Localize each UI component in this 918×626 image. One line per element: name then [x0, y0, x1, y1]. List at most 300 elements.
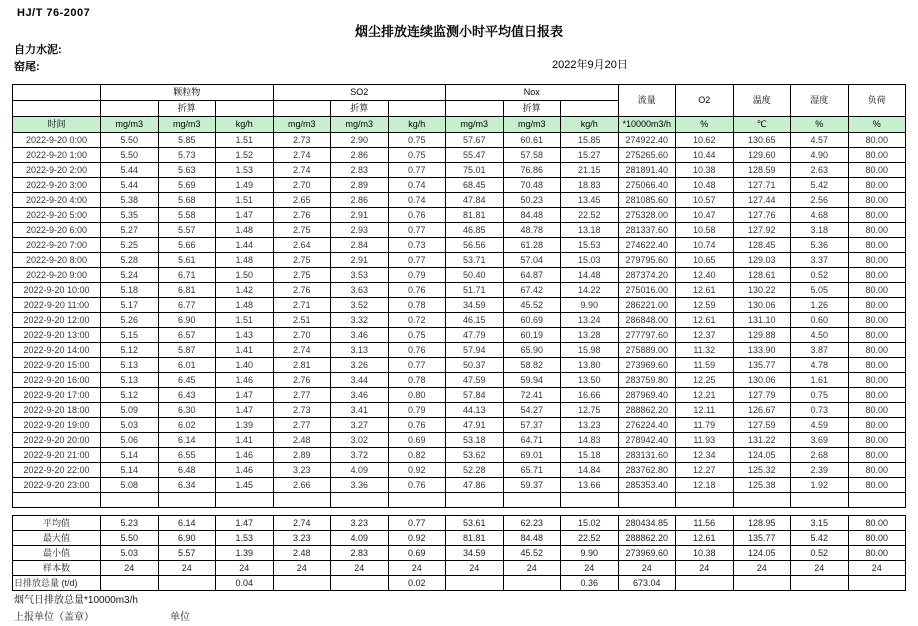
value-cell [733, 493, 791, 508]
table-row [13, 478, 906, 493]
value-cell: 276224.40 [618, 418, 676, 433]
value-cell: 3.23 [331, 516, 389, 531]
table-row [13, 253, 906, 268]
value-cell: 287374.20 [618, 268, 676, 283]
value-cell [331, 576, 389, 591]
value-cell: 48.78 [503, 223, 561, 238]
value-cell: 6.02 [158, 418, 216, 433]
value-cell: 2.83 [331, 163, 389, 178]
value-cell: 2.39 [791, 463, 849, 478]
value-cell: 45.52 [503, 546, 561, 561]
value-cell: 5.63 [158, 163, 216, 178]
value-cell: 5.87 [158, 343, 216, 358]
value-cell: 3.69 [791, 433, 849, 448]
time-cell: 2022-9-20 4:00 [13, 193, 101, 208]
value-cell: 24 [503, 561, 561, 576]
value-cell: 45.52 [503, 298, 561, 313]
table-row [13, 418, 906, 433]
value-cell: 5.69 [158, 178, 216, 193]
value-cell: 80.00 [848, 516, 906, 531]
time-cell: 2022-9-20 19:00 [13, 418, 101, 433]
header-row-groups [13, 85, 906, 101]
value-cell: 58.82 [503, 358, 561, 373]
converted-header-so2: 折算 [331, 101, 389, 117]
value-cell: 11.32 [676, 343, 734, 358]
standard-code: HJ/T 76-2007 [17, 7, 91, 19]
time-cell: 2022-9-20 20:00 [13, 433, 101, 448]
value-cell: 60.19 [503, 328, 561, 343]
value-cell: 12.75 [561, 403, 619, 418]
value-cell: 2.56 [791, 193, 849, 208]
table-row [13, 163, 906, 178]
unit-label: 单位 [170, 612, 190, 623]
value-cell: 673.04 [618, 576, 676, 591]
value-cell: 65.90 [503, 343, 561, 358]
value-cell: 80.00 [848, 148, 906, 163]
value-cell: 5.12 [101, 343, 159, 358]
group-header-so2: SO2 [273, 85, 446, 101]
value-cell: 67.42 [503, 283, 561, 298]
table-row [13, 223, 906, 238]
value-cell: 4.09 [331, 463, 389, 478]
unit-cell: mg/m3 [101, 117, 159, 133]
value-cell: 128.45 [733, 238, 791, 253]
value-cell: 2.83 [331, 546, 389, 561]
value-cell: 0.74 [388, 178, 446, 193]
value-cell: 5.12 [101, 388, 159, 403]
value-cell: 81.81 [446, 531, 504, 546]
column-header-temperature: 温度 [733, 85, 791, 117]
value-cell: 80.00 [848, 313, 906, 328]
value-cell: 46.85 [446, 223, 504, 238]
value-cell: 4.09 [331, 531, 389, 546]
value-cell: 47.84 [446, 193, 504, 208]
value-cell: 5.68 [158, 193, 216, 208]
value-cell: 273969.60 [618, 358, 676, 373]
table-row [13, 516, 906, 531]
value-cell: 5.50 [101, 133, 159, 148]
value-cell: 6.57 [158, 328, 216, 343]
unit-cell: % [791, 117, 849, 133]
value-cell: 0.73 [388, 238, 446, 253]
value-cell: 80.00 [848, 223, 906, 238]
value-cell: 68.45 [446, 178, 504, 193]
value-cell: 0.77 [388, 358, 446, 373]
value-cell: 2.65 [273, 193, 331, 208]
summary-label-cell: 最大值 [13, 531, 101, 546]
value-cell: 1.39 [216, 418, 274, 433]
value-cell: 2.86 [331, 148, 389, 163]
value-cell: 0.75 [388, 133, 446, 148]
value-cell: 5.61 [158, 253, 216, 268]
value-cell: 135.77 [733, 358, 791, 373]
value-cell: 130.65 [733, 133, 791, 148]
value-cell: 1.92 [791, 478, 849, 493]
value-cell: 10.65 [676, 253, 734, 268]
value-cell: 24 [791, 561, 849, 576]
value-cell: 3.13 [331, 343, 389, 358]
value-cell: 2.71 [273, 298, 331, 313]
table-row [13, 561, 906, 576]
value-cell: 6.34 [158, 478, 216, 493]
value-cell: 18.83 [561, 178, 619, 193]
value-cell: 14.48 [561, 268, 619, 283]
value-cell: 15.03 [561, 253, 619, 268]
table-row [13, 313, 906, 328]
value-cell: 75.01 [446, 163, 504, 178]
time-cell: 2022-9-20 15:00 [13, 358, 101, 373]
value-cell: 57.58 [503, 148, 561, 163]
value-cell [618, 493, 676, 508]
value-cell: 2.74 [273, 163, 331, 178]
value-cell: 11.56 [676, 516, 734, 531]
time-cell: 2022-9-20 23:00 [13, 478, 101, 493]
value-cell: 57.37 [503, 418, 561, 433]
value-cell: 13.50 [561, 373, 619, 388]
value-cell: 3.32 [331, 313, 389, 328]
value-cell: 127.44 [733, 193, 791, 208]
value-cell: 128.59 [733, 163, 791, 178]
value-cell: 12.40 [676, 268, 734, 283]
value-cell [446, 493, 504, 508]
value-cell: 4.90 [791, 148, 849, 163]
value-cell: 1.50 [216, 268, 274, 283]
blank-cell [13, 101, 101, 117]
value-cell: 130.06 [733, 373, 791, 388]
table-row [13, 193, 906, 208]
value-cell: 57.94 [446, 343, 504, 358]
value-cell: 280434.85 [618, 516, 676, 531]
value-cell [273, 576, 331, 591]
value-cell: 6.90 [158, 313, 216, 328]
value-cell: 1.47 [216, 403, 274, 418]
table-row [13, 148, 906, 163]
value-cell: 0.69 [388, 433, 446, 448]
value-cell: 1.61 [791, 373, 849, 388]
value-cell: 6.30 [158, 403, 216, 418]
value-cell: 6.01 [158, 358, 216, 373]
value-cell: 5.44 [101, 163, 159, 178]
value-cell: 5.28 [101, 253, 159, 268]
value-cell: 50.37 [446, 358, 504, 373]
value-cell: 59.37 [503, 478, 561, 493]
value-cell: 0.77 [388, 163, 446, 178]
value-cell: 22.52 [561, 208, 619, 223]
value-cell: 15.85 [561, 133, 619, 148]
value-cell: 275016.00 [618, 283, 676, 298]
value-cell: 0.76 [388, 418, 446, 433]
value-cell: 2.76 [273, 283, 331, 298]
value-cell: 64.71 [503, 433, 561, 448]
report-date: 2022年9月20日 [552, 59, 628, 71]
unit-cell: % [848, 117, 906, 133]
value-cell [388, 493, 446, 508]
value-cell: 12.27 [676, 463, 734, 478]
value-cell: 127.71 [733, 178, 791, 193]
time-cell: 2022-9-20 2:00 [13, 163, 101, 178]
table-row [13, 283, 906, 298]
value-cell: 279795.60 [618, 253, 676, 268]
value-cell: 2.75 [273, 253, 331, 268]
value-cell: 47.79 [446, 328, 504, 343]
value-cell: 127.92 [733, 223, 791, 238]
summary-table [12, 515, 906, 591]
value-cell: 16.66 [561, 388, 619, 403]
value-cell: 5.35 [101, 208, 159, 223]
value-cell: 3.46 [331, 328, 389, 343]
value-cell: 1.48 [216, 253, 274, 268]
time-cell: 2022-9-20 7:00 [13, 238, 101, 253]
value-cell: 135.77 [733, 531, 791, 546]
value-cell: 13.24 [561, 313, 619, 328]
value-cell: 2.84 [331, 238, 389, 253]
table-row [13, 388, 906, 403]
value-cell: 44.13 [446, 403, 504, 418]
table-row [13, 576, 906, 591]
value-cell: 5.85 [158, 133, 216, 148]
summary-label-cell: 最小值 [13, 546, 101, 561]
value-cell: 1.46 [216, 463, 274, 478]
value-cell: 80.00 [848, 358, 906, 373]
time-cell: 2022-9-20 21:00 [13, 448, 101, 463]
value-cell: 0.76 [388, 478, 446, 493]
value-cell: 2.75 [273, 268, 331, 283]
value-cell: 80.00 [848, 478, 906, 493]
table-row [13, 343, 906, 358]
value-cell: 0.79 [388, 268, 446, 283]
value-cell: 5.57 [158, 223, 216, 238]
value-cell: 1.51 [216, 313, 274, 328]
unit-cell: kg/h [388, 117, 446, 133]
value-cell: 65.71 [503, 463, 561, 478]
value-cell [503, 493, 561, 508]
time-cell: 2022-9-20 1:00 [13, 148, 101, 163]
time-cell: 2022-9-20 0:00 [13, 133, 101, 148]
report-table [12, 84, 906, 508]
value-cell: 80.00 [848, 163, 906, 178]
value-cell: 5.03 [101, 418, 159, 433]
value-cell: 80.00 [848, 178, 906, 193]
value-cell: 24 [158, 561, 216, 576]
summary-label-cell: 日排放总量 (t/d) [13, 576, 101, 591]
value-cell: 5.42 [791, 531, 849, 546]
value-cell: 285353.40 [618, 478, 676, 493]
table-row [13, 328, 906, 343]
value-cell: 1.44 [216, 238, 274, 253]
time-cell: 2022-9-20 16:00 [13, 373, 101, 388]
value-cell: 2.48 [273, 546, 331, 561]
blank-cell [273, 101, 331, 117]
time-cell: 2022-9-20 3:00 [13, 178, 101, 193]
value-cell: 3.46 [331, 388, 389, 403]
converted-header-pm: 折算 [158, 101, 216, 117]
table-row [13, 433, 906, 448]
value-cell: 2.74 [273, 148, 331, 163]
value-cell: 5.18 [101, 283, 159, 298]
value-cell: 13.45 [561, 193, 619, 208]
value-cell: 1.26 [791, 298, 849, 313]
value-cell [158, 493, 216, 508]
value-cell: 24 [216, 561, 274, 576]
column-header-load: 负荷 [848, 85, 906, 117]
value-cell: 1.39 [216, 546, 274, 561]
value-cell: 1.48 [216, 298, 274, 313]
value-cell: 15.02 [561, 516, 619, 531]
value-cell: 0.75 [388, 148, 446, 163]
unit-cell: kg/h [561, 117, 619, 133]
group-header-pm: 颗粒物 [101, 85, 274, 101]
value-cell: 80.00 [848, 208, 906, 223]
value-cell: 0.52 [791, 268, 849, 283]
value-cell: 0.77 [388, 253, 446, 268]
value-cell: 2.70 [273, 178, 331, 193]
value-cell [848, 493, 906, 508]
value-cell: 275889.00 [618, 343, 676, 358]
value-cell: 12.34 [676, 448, 734, 463]
value-cell: 6.14 [158, 516, 216, 531]
time-cell: 2022-9-20 17:00 [13, 388, 101, 403]
value-cell: 10.38 [676, 163, 734, 178]
unit-cell: mg/m3 [331, 117, 389, 133]
value-cell: 10.62 [676, 133, 734, 148]
value-cell [561, 493, 619, 508]
value-cell: 125.38 [733, 478, 791, 493]
value-cell: 2.89 [331, 178, 389, 193]
value-cell: 0.78 [388, 373, 446, 388]
value-cell: 286848.00 [618, 313, 676, 328]
table-row [13, 448, 906, 463]
table-row [13, 373, 906, 388]
value-cell: 14.83 [561, 433, 619, 448]
value-cell: 80.00 [848, 531, 906, 546]
value-cell: 14.22 [561, 283, 619, 298]
unit-cell: mg/m3 [273, 117, 331, 133]
value-cell: 9.90 [561, 298, 619, 313]
value-cell [676, 576, 734, 591]
value-cell: 3.53 [331, 268, 389, 283]
value-cell [791, 493, 849, 508]
value-cell: 24 [561, 561, 619, 576]
value-cell: 131.22 [733, 433, 791, 448]
value-cell: 57.67 [446, 133, 504, 148]
value-cell: 2.90 [331, 133, 389, 148]
value-cell: 50.23 [503, 193, 561, 208]
table-row [13, 208, 906, 223]
value-cell: 275265.60 [618, 148, 676, 163]
empty-cell [13, 493, 101, 508]
value-cell: 3.72 [331, 448, 389, 463]
time-header: 时间 [13, 117, 101, 133]
value-cell: 0.74 [388, 193, 446, 208]
value-cell: 281337.60 [618, 223, 676, 238]
value-cell: 5.50 [101, 148, 159, 163]
value-cell: 13.23 [561, 418, 619, 433]
value-cell: 1.46 [216, 448, 274, 463]
value-cell: 281085.60 [618, 193, 676, 208]
value-cell: 61.28 [503, 238, 561, 253]
time-cell: 2022-9-20 10:00 [13, 283, 101, 298]
time-cell: 2022-9-20 8:00 [13, 253, 101, 268]
value-cell: 278942.40 [618, 433, 676, 448]
value-cell: 60.61 [503, 133, 561, 148]
value-cell: 1.52 [216, 148, 274, 163]
value-cell: 80.00 [848, 253, 906, 268]
value-cell: 6.77 [158, 298, 216, 313]
value-cell: 6.55 [158, 448, 216, 463]
value-cell: 12.11 [676, 403, 734, 418]
value-cell: 72.41 [503, 388, 561, 403]
value-cell: 2.75 [273, 223, 331, 238]
value-cell: 286221.00 [618, 298, 676, 313]
table-row [13, 546, 906, 561]
value-cell: 4.59 [791, 418, 849, 433]
value-cell: 2.63 [791, 163, 849, 178]
title-row [0, 21, 918, 41]
value-cell: 3.52 [331, 298, 389, 313]
value-cell: 6.90 [158, 531, 216, 546]
value-cell: 1.47 [216, 208, 274, 223]
value-cell: 80.00 [848, 388, 906, 403]
value-cell: 6.45 [158, 373, 216, 388]
value-cell: 53.61 [446, 516, 504, 531]
value-cell: 56.56 [446, 238, 504, 253]
value-cell: 127.59 [733, 418, 791, 433]
value-cell: 5.44 [101, 178, 159, 193]
value-cell: 1.53 [216, 531, 274, 546]
value-cell: 1.51 [216, 133, 274, 148]
value-cell: 11.59 [676, 358, 734, 373]
value-cell: 80.00 [848, 373, 906, 388]
value-cell: 0.02 [388, 576, 446, 591]
value-cell: 0.72 [388, 313, 446, 328]
unit-cell: mg/m3 [503, 117, 561, 133]
value-cell: 80.00 [848, 238, 906, 253]
value-cell: 24 [273, 561, 331, 576]
value-cell: 0.92 [388, 531, 446, 546]
value-cell: 84.48 [503, 208, 561, 223]
value-cell: 2.64 [273, 238, 331, 253]
converted-header-nox: 折算 [503, 101, 561, 117]
column-header-flow: 流量 [618, 85, 676, 117]
value-cell: 53.71 [446, 253, 504, 268]
unit-cell: *10000m3/h [618, 117, 676, 133]
time-cell: 2022-9-20 18:00 [13, 403, 101, 418]
value-cell: 5.57 [158, 546, 216, 561]
value-cell: 12.61 [676, 283, 734, 298]
value-cell: 1.40 [216, 358, 274, 373]
value-cell: 1.45 [216, 478, 274, 493]
value-cell: 64.87 [503, 268, 561, 283]
value-cell: 0.79 [388, 403, 446, 418]
value-cell: 12.18 [676, 478, 734, 493]
value-cell: 10.44 [676, 148, 734, 163]
time-cell: 2022-9-20 13:00 [13, 328, 101, 343]
value-cell: 80.00 [848, 433, 906, 448]
value-cell: 46.15 [446, 313, 504, 328]
value-cell: 3.37 [791, 253, 849, 268]
value-cell: 3.23 [273, 463, 331, 478]
value-cell: 80.00 [848, 193, 906, 208]
value-cell: 283131.60 [618, 448, 676, 463]
value-cell: 0.52 [791, 546, 849, 561]
value-cell: 0.77 [388, 516, 446, 531]
value-cell: 80.00 [848, 283, 906, 298]
summary-label-cell: 样本数 [13, 561, 101, 576]
page-title: 烟尘排放连续监测小时平均值日报表 [354, 24, 563, 39]
value-cell: 69.01 [503, 448, 561, 463]
value-cell: 13.66 [561, 478, 619, 493]
value-cell: 2.73 [273, 133, 331, 148]
